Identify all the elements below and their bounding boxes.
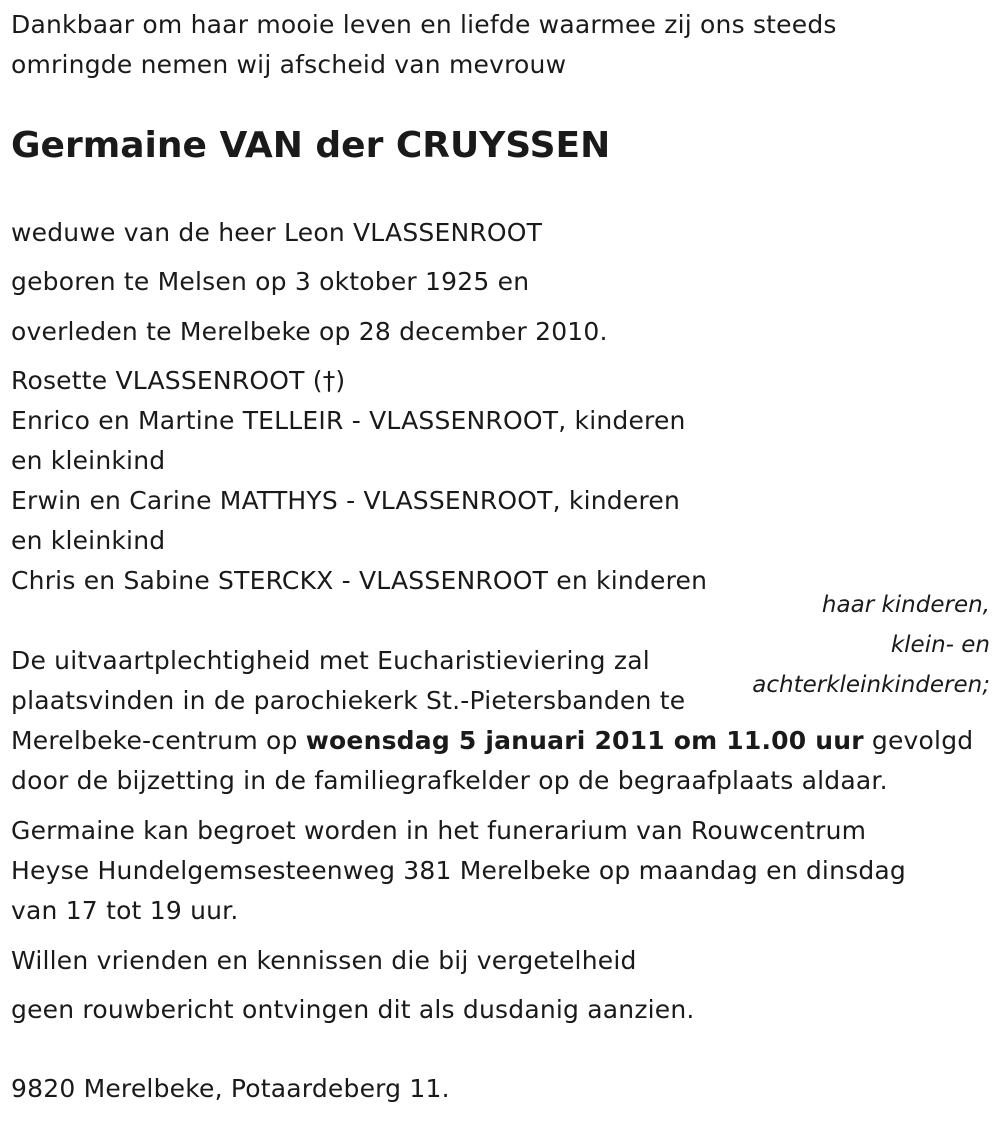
funeral-line-4: door de bijzetting in de familiegrafkelder op de begraafplaats aldaar. <box>11 766 888 795</box>
family-line-3: en kleinkind <box>11 446 166 475</box>
notice-line-1: Willen vrienden en kennissen die bij vergetelheid <box>11 946 637 975</box>
family-line-6: Chris en Sabine STERCKX - VLASSENROOT en kinderen <box>11 566 708 595</box>
visitation-line-2: Heyse Hundelgemsesteenweg 381 Merelbeke op maandag en dinsdag <box>11 856 907 885</box>
deceased-name: Germaine VAN der CRUYSSEN <box>11 125 611 166</box>
family-role-line-2: klein- en <box>890 632 990 658</box>
intro-line-1: Dankbaar om haar mooie leven en liefde waarmee zij ons steeds <box>11 10 837 39</box>
family-line-1: Rosette VLASSENROOT (†) <box>11 366 346 395</box>
family-role-line-1: haar kinderen, <box>821 592 990 618</box>
funeral-line-3 <box>11 721 973 761</box>
widow-of-line: weduwe van de heer Leon VLASSENROOT <box>11 218 543 247</box>
funeral-line-2: plaatsvinden in de parochiekerk St.-Pietersbanden te <box>11 686 686 715</box>
visitation-line-3: van 17 tot 19 uur. <box>11 896 239 925</box>
family-line-5: en kleinkind <box>11 526 166 555</box>
family-line-2: Enrico en Martine TELLEIR - VLASSENROOT, kinderen <box>11 406 686 435</box>
birth-line: geboren te Melsen op 3 oktober 1925 en <box>11 267 530 296</box>
family-line-4: Erwin en Carine MATTHYS - VLASSENROOT, kinderen <box>11 486 680 515</box>
visitation-line-1: Germaine kan begroet worden in het funerarium van Rouwcentrum <box>11 816 867 845</box>
address: 9820 Merelbeke, Potaardeberg 11. <box>11 1074 450 1103</box>
notice-line-2: geen rouwbericht ontvingen dit als dusdanig aanzien. <box>11 995 695 1024</box>
family-role-line-3: achterkleinkinderen; <box>752 672 990 698</box>
funeral-place: Merelbeke-centrum op <box>11 726 306 755</box>
funeral-followed: gevolgd <box>863 726 974 755</box>
intro-line-2: omringde nemen wij afscheid van mevrouw <box>11 50 567 79</box>
funeral-line-1: De uitvaartplechtigheid met Eucharistieviering zal <box>11 646 650 675</box>
funeral-date: woensdag 5 januari 2011 om 11.00 uur <box>305 726 864 755</box>
death-line: overleden te Merelbeke op 28 december 2010. <box>11 317 608 346</box>
